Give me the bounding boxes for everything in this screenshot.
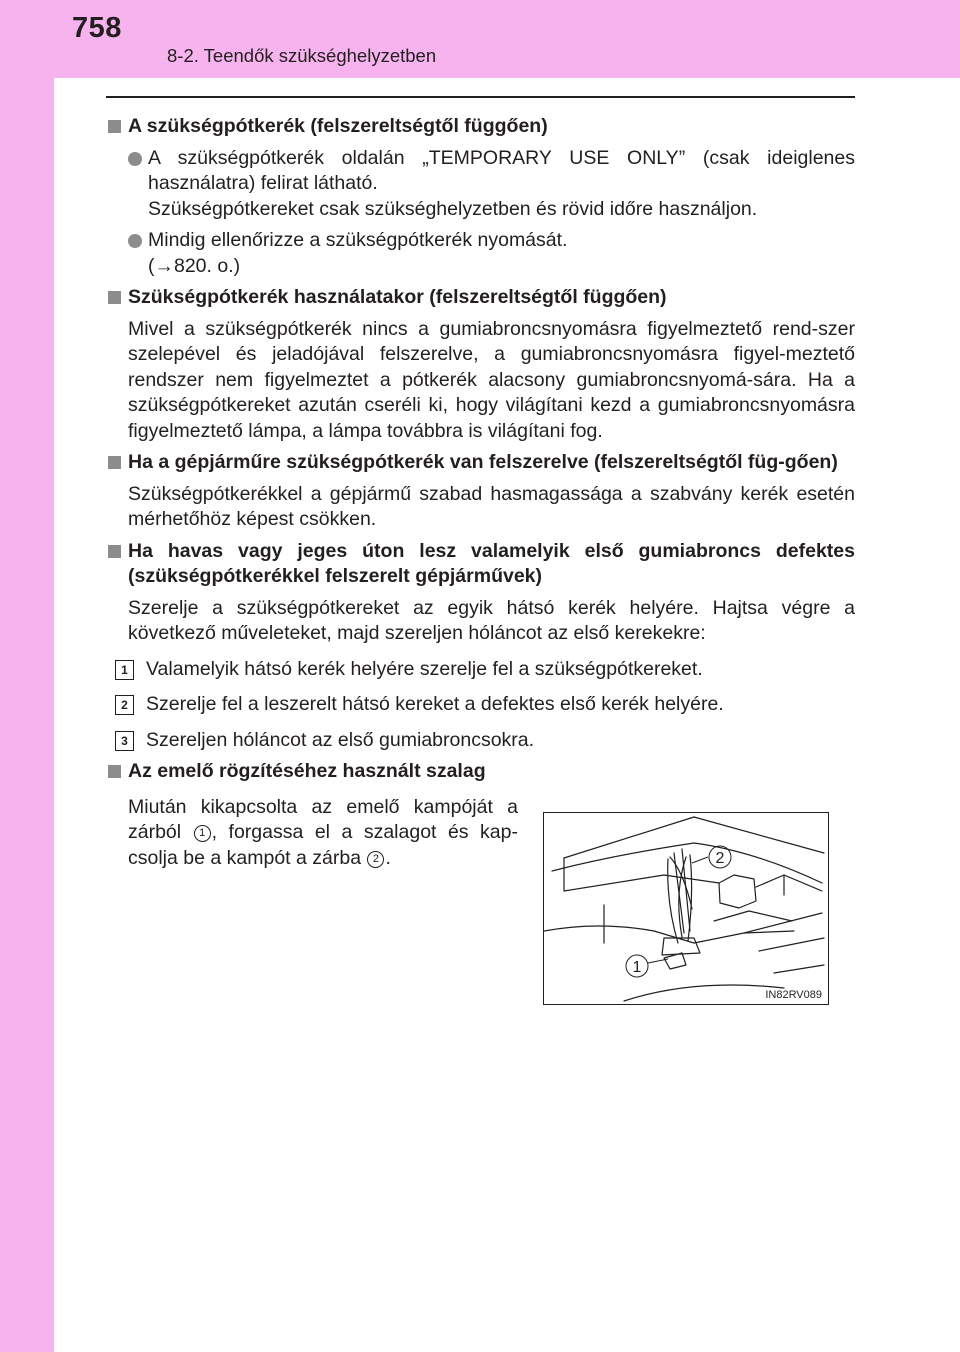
- callout-ref: 2: [367, 851, 384, 868]
- section-heading: Ha havas vagy jeges úton lesz valamelyik első gumiabroncs defektes (szükségpótkerékkel felszerelt gépjárművek): [106, 539, 855, 590]
- paragraph: Szerelje a szükségpótkereket az egyik hátsó kerék helyére. Hajtsa végre a következő műveleteket, majd szereljen hóláncot az első kerekekre:: [128, 596, 855, 644]
- jack-strap-illustration: [543, 812, 829, 1005]
- square-bullet-icon: [108, 765, 121, 778]
- callout-ref: 1: [194, 825, 211, 842]
- chapter-title: 8-2. Teendők szükséghelyzetben: [167, 45, 437, 66]
- paragraph: Szükségpótkerékkel a gépjármű szabad hasmagassága a szabvány kerék esetén mérhetőhöz képest csökken.: [128, 482, 855, 530]
- figure-callout-2: 2: [715, 850, 725, 867]
- square-bullet-icon: [108, 291, 121, 304]
- step-number: 3: [115, 731, 134, 751]
- header-bar: [0, 0, 960, 78]
- content: [106, 108, 855, 871]
- step-number: 1: [115, 660, 134, 680]
- step-item: 3 Szereljen hóláncot az első gumiabroncsokra.: [106, 728, 855, 754]
- square-bullet-icon: [108, 456, 121, 469]
- section-heading: Szükségpótkerék használatakor (felszereltségtől függően): [106, 285, 855, 311]
- step-item: 2 Szerelje fel a leszerelt hátsó kereket a defektes első kerék helyére.: [106, 692, 855, 718]
- paragraph: Mivel a szükségpótkerék nincs a gumiabroncsnyomásra figyelmeztető rend-szer szelepével és jeladójával felszerelve, a gumiabroncsnyomásra figyel-meztető rendszer nem figyelmeztet a pótkerék alacsony gumiabroncsnyomá-sára. Ha a szükségpótkereket azután cseréli ki, hogy világítani kezd a gumiabroncsnyomásra figyelmeztető lámpa, a lámpa továbbra is világítani fog.: [128, 317, 855, 442]
- section-heading: Az emelő rögzítéséhez használt szalag: [106, 759, 855, 785]
- round-bullet-icon: [128, 234, 142, 248]
- page-number: 758: [72, 12, 122, 44]
- section-heading: Ha a gépjárműre szükségpótkerék van felszerelve (felszereltségtől füg-gően): [106, 450, 855, 476]
- section-rule: [106, 96, 855, 98]
- paragraph: Miután kikapcsolta az emelő kampóját a zárból 1 , forgassa el a szalagot és kap-csolja be a kampót a zárba 2 .: [128, 795, 518, 869]
- side-tab-band: [0, 0, 54, 1352]
- step-item: 1 Valamelyik hátsó kerék helyére szerelje fel a szükségpótkereket.: [106, 657, 855, 683]
- square-bullet-icon: [108, 120, 121, 133]
- round-bullet-icon: [128, 152, 142, 166]
- step-number: 2: [115, 695, 134, 715]
- page-reference: (→820. o.): [148, 254, 241, 277]
- bullet-item: Mindig ellenőrizze a szükségpótkerék nyomását. (→820. o.): [106, 228, 855, 279]
- illustration-drawing: [544, 813, 828, 1004]
- section-heading: A szükségpótkerék (felszereltségtől függően): [106, 114, 855, 140]
- figure-callout-1: 1: [632, 959, 642, 976]
- figure-code: IN82RV089: [765, 989, 822, 1001]
- square-bullet-icon: [108, 545, 121, 558]
- bullet-item: A szükségpótkerék oldalán „TEMPORARY USE ONLY” (csak ideiglenes használatra) felirat látható. Szükségpótkereket csak szükséghelyzetben és rövid időre használjon.: [106, 146, 855, 223]
